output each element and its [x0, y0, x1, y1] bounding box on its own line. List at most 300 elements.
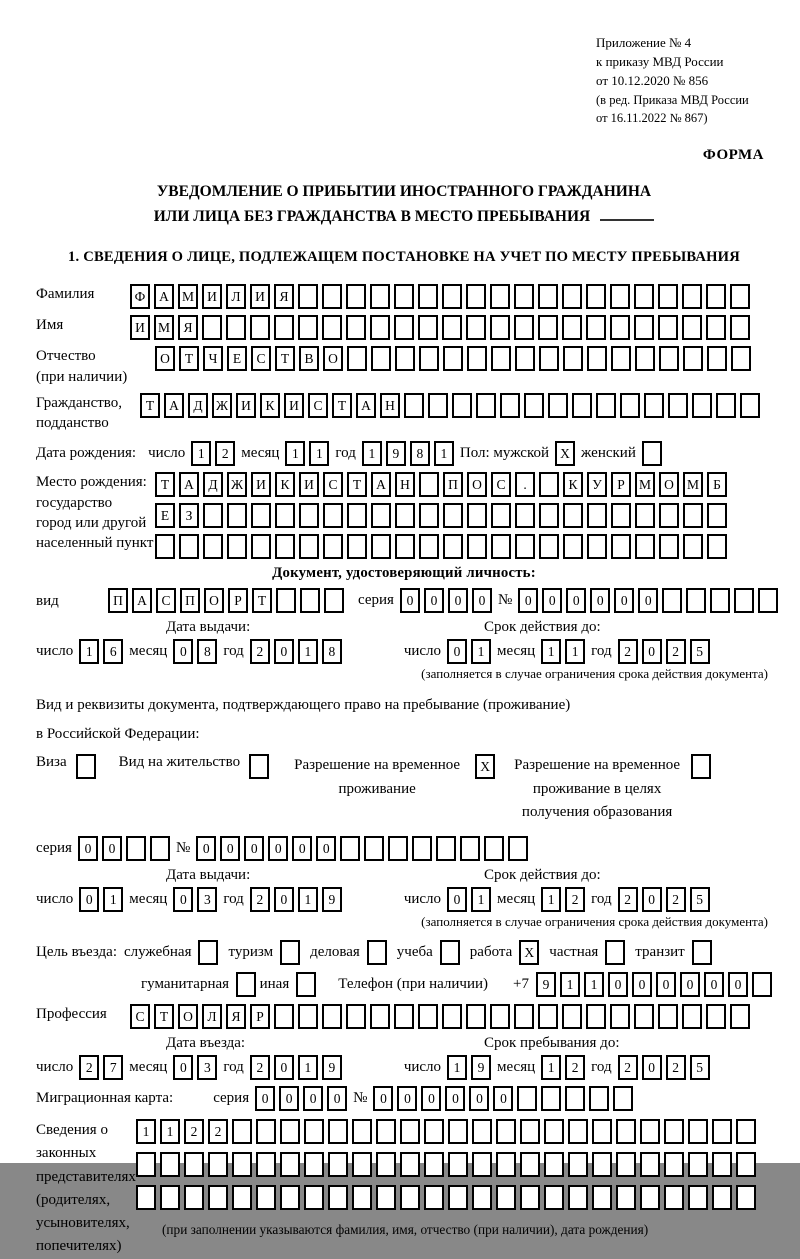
form-cell[interactable] — [752, 972, 772, 997]
form-cell[interactable] — [428, 393, 448, 418]
form-cell[interactable]: 0 — [518, 588, 538, 613]
form-cell[interactable] — [251, 534, 271, 559]
form-cell[interactable] — [514, 284, 534, 309]
form-cell[interactable]: О — [155, 346, 175, 371]
form-cell[interactable] — [592, 1119, 612, 1144]
form-cell[interactable]: 0 — [102, 836, 122, 861]
form-cell[interactable] — [304, 1185, 324, 1210]
form-cell[interactable]: М — [635, 472, 655, 497]
form-cell[interactable]: 0 — [292, 836, 312, 861]
form-cell[interactable]: С — [251, 346, 271, 371]
form-cell[interactable]: 0 — [704, 972, 724, 997]
form-cell[interactable]: 1 — [160, 1119, 180, 1144]
form-cell[interactable]: 2 — [215, 441, 235, 466]
form-cell[interactable]: 1 — [298, 887, 318, 912]
form-cell[interactable] — [322, 1004, 342, 1029]
form-cell[interactable] — [587, 503, 607, 528]
title-blank-underline[interactable] — [600, 217, 654, 221]
form-cell[interactable] — [370, 315, 390, 340]
form-cell[interactable] — [616, 1119, 636, 1144]
form-cell[interactable] — [424, 1119, 444, 1144]
form-cell[interactable] — [300, 588, 320, 613]
form-cell[interactable] — [184, 1185, 204, 1210]
form-cell[interactable] — [395, 346, 415, 371]
form-cell[interactable]: 2 — [208, 1119, 228, 1144]
form-cell[interactable] — [136, 1185, 156, 1210]
form-cell[interactable] — [568, 1185, 588, 1210]
form-cell[interactable] — [328, 1185, 348, 1210]
form-cell[interactable] — [515, 534, 535, 559]
form-cell[interactable] — [256, 1152, 276, 1177]
form-cell[interactable]: А — [132, 588, 152, 613]
form-cell[interactable] — [236, 972, 256, 997]
form-cell[interactable] — [500, 393, 520, 418]
form-cell[interactable] — [658, 284, 678, 309]
form-cell[interactable]: Н — [380, 393, 400, 418]
form-cell[interactable] — [520, 1152, 540, 1177]
form-cell[interactable]: 0 — [448, 588, 468, 613]
form-cell[interactable]: А — [371, 472, 391, 497]
form-cell[interactable]: 0 — [373, 1086, 393, 1111]
form-cell[interactable] — [740, 393, 760, 418]
form-cell[interactable] — [587, 534, 607, 559]
form-cell[interactable]: А — [164, 393, 184, 418]
form-cell[interactable]: 7 — [103, 1055, 123, 1080]
form-cell[interactable] — [208, 1152, 228, 1177]
form-cell[interactable] — [730, 315, 750, 340]
form-cell[interactable] — [346, 1004, 366, 1029]
form-cell[interactable] — [658, 1004, 678, 1029]
form-cell[interactable] — [658, 315, 678, 340]
form-cell[interactable]: 9 — [536, 972, 556, 997]
form-cell[interactable]: 9 — [471, 1055, 491, 1080]
form-cell[interactable]: 1 — [285, 441, 305, 466]
form-cell[interactable] — [515, 503, 535, 528]
form-cell[interactable] — [227, 534, 247, 559]
form-cell[interactable] — [232, 1152, 252, 1177]
form-cell[interactable] — [541, 1086, 561, 1111]
form-cell[interactable]: Д — [203, 472, 223, 497]
form-cell[interactable] — [731, 346, 751, 371]
form-cell[interactable]: 0 — [268, 836, 288, 861]
form-cell[interactable] — [620, 393, 640, 418]
form-cell[interactable] — [616, 1152, 636, 1177]
form-cell[interactable] — [179, 534, 199, 559]
form-cell[interactable]: 0 — [424, 588, 444, 613]
form-cell[interactable] — [250, 315, 270, 340]
form-cell[interactable] — [202, 315, 222, 340]
form-cell[interactable]: К — [563, 472, 583, 497]
form-cell[interactable]: 0 — [274, 639, 294, 664]
form-cell[interactable] — [682, 315, 702, 340]
form-cell[interactable] — [280, 1119, 300, 1144]
form-cell[interactable] — [376, 1119, 396, 1144]
form-cell[interactable] — [299, 534, 319, 559]
form-cell[interactable] — [304, 1152, 324, 1177]
form-cell[interactable] — [683, 346, 703, 371]
form-cell[interactable]: 0 — [447, 887, 467, 912]
form-cell[interactable]: 0 — [469, 1086, 489, 1111]
form-cell[interactable] — [642, 441, 662, 466]
form-cell[interactable] — [203, 534, 223, 559]
form-cell[interactable]: 1 — [471, 887, 491, 912]
form-cell[interactable]: М — [178, 284, 198, 309]
form-cell[interactable] — [352, 1119, 372, 1144]
form-cell[interactable]: И — [236, 393, 256, 418]
form-cell[interactable] — [710, 588, 730, 613]
form-cell[interactable] — [324, 588, 344, 613]
form-cell[interactable]: 0 — [274, 887, 294, 912]
form-cell[interactable] — [328, 1119, 348, 1144]
form-cell[interactable]: Р — [250, 1004, 270, 1029]
form-cell[interactable]: 2 — [184, 1119, 204, 1144]
form-cell[interactable] — [418, 284, 438, 309]
form-cell[interactable] — [419, 472, 439, 497]
form-cell[interactable]: 1 — [541, 639, 561, 664]
form-cell[interactable] — [472, 1152, 492, 1177]
form-cell[interactable]: 5 — [690, 639, 710, 664]
form-cell[interactable] — [682, 1004, 702, 1029]
form-cell[interactable] — [616, 1185, 636, 1210]
form-cell[interactable] — [371, 346, 391, 371]
form-cell[interactable] — [491, 503, 511, 528]
form-cell[interactable]: С — [156, 588, 176, 613]
form-cell[interactable]: 0 — [173, 639, 193, 664]
form-cell[interactable] — [347, 346, 367, 371]
form-cell[interactable]: К — [275, 472, 295, 497]
form-cell[interactable]: 1 — [541, 1055, 561, 1080]
form-cell[interactable] — [424, 1152, 444, 1177]
form-cell[interactable] — [706, 315, 726, 340]
form-cell[interactable]: 0 — [421, 1086, 441, 1111]
form-cell[interactable]: О — [204, 588, 224, 613]
form-cell[interactable] — [734, 588, 754, 613]
form-cell[interactable]: 5 — [690, 1055, 710, 1080]
form-cell[interactable] — [524, 393, 544, 418]
form-cell[interactable]: 2 — [79, 1055, 99, 1080]
form-cell[interactable] — [562, 315, 582, 340]
form-cell[interactable] — [388, 836, 408, 861]
form-cell[interactable] — [568, 1152, 588, 1177]
form-cell[interactable] — [686, 588, 706, 613]
form-cell[interactable] — [443, 346, 463, 371]
form-cell[interactable] — [352, 1152, 372, 1177]
form-cell[interactable]: 0 — [173, 1055, 193, 1080]
form-cell[interactable] — [443, 534, 463, 559]
form-cell[interactable] — [440, 940, 460, 965]
form-cell[interactable] — [352, 1185, 372, 1210]
form-cell[interactable] — [476, 393, 496, 418]
form-cell[interactable] — [490, 315, 510, 340]
form-cell[interactable] — [691, 754, 711, 779]
form-cell[interactable]: 2 — [250, 639, 270, 664]
form-cell[interactable]: О — [323, 346, 343, 371]
form-cell[interactable]: 8 — [197, 639, 217, 664]
form-cell[interactable]: Я — [226, 1004, 246, 1029]
form-cell[interactable] — [232, 1185, 252, 1210]
form-cell[interactable] — [712, 1119, 732, 1144]
form-cell[interactable] — [275, 503, 295, 528]
form-cell[interactable]: Т — [179, 346, 199, 371]
form-cell[interactable] — [635, 503, 655, 528]
form-cell[interactable] — [484, 836, 504, 861]
form-cell[interactable] — [520, 1119, 540, 1144]
form-cell[interactable]: А — [154, 284, 174, 309]
form-cell[interactable] — [490, 1004, 510, 1029]
form-cell[interactable] — [203, 503, 223, 528]
form-cell[interactable] — [280, 1185, 300, 1210]
form-cell[interactable]: 1 — [298, 1055, 318, 1080]
form-cell[interactable] — [404, 393, 424, 418]
form-cell[interactable]: М — [154, 315, 174, 340]
form-cell[interactable] — [376, 1185, 396, 1210]
form-cell[interactable] — [707, 346, 727, 371]
form-cell[interactable] — [634, 315, 654, 340]
form-cell[interactable] — [664, 1152, 684, 1177]
form-cell[interactable] — [730, 1004, 750, 1029]
form-cell[interactable] — [472, 1185, 492, 1210]
form-cell[interactable] — [436, 836, 456, 861]
form-cell[interactable] — [587, 346, 607, 371]
form-cell[interactable]: 0 — [680, 972, 700, 997]
form-cell[interactable]: 2 — [618, 1055, 638, 1080]
form-cell[interactable] — [539, 534, 559, 559]
form-cell[interactable] — [539, 346, 559, 371]
form-cell[interactable] — [634, 1004, 654, 1029]
form-cell[interactable]: 8 — [322, 639, 342, 664]
form-cell[interactable] — [323, 503, 343, 528]
form-cell[interactable] — [692, 393, 712, 418]
form-cell[interactable]: 0 — [255, 1086, 275, 1111]
form-cell[interactable]: И — [299, 472, 319, 497]
form-cell[interactable] — [634, 284, 654, 309]
form-cell[interactable]: 0 — [642, 1055, 662, 1080]
form-cell[interactable]: 0 — [728, 972, 748, 997]
form-cell[interactable]: 2 — [250, 1055, 270, 1080]
form-cell[interactable] — [706, 284, 726, 309]
form-cell[interactable]: 1 — [136, 1119, 156, 1144]
form-cell[interactable]: А — [356, 393, 376, 418]
form-cell[interactable]: 0 — [400, 588, 420, 613]
form-cell[interactable]: 1 — [447, 1055, 467, 1080]
form-cell[interactable]: 2 — [250, 887, 270, 912]
form-cell[interactable]: 0 — [638, 588, 658, 613]
form-cell[interactable]: Л — [226, 284, 246, 309]
form-cell[interactable] — [589, 1086, 609, 1111]
form-cell[interactable]: 1 — [471, 639, 491, 664]
form-cell[interactable] — [611, 534, 631, 559]
form-cell[interactable] — [419, 346, 439, 371]
form-cell[interactable] — [490, 284, 510, 309]
form-cell[interactable]: Т — [347, 472, 367, 497]
form-cell[interactable]: 9 — [322, 1055, 342, 1080]
form-cell[interactable]: 9 — [386, 441, 406, 466]
form-cell[interactable] — [635, 346, 655, 371]
form-cell[interactable]: 1 — [541, 887, 561, 912]
form-cell[interactable] — [394, 284, 414, 309]
form-cell[interactable] — [613, 1086, 633, 1111]
form-cell[interactable]: И — [130, 315, 150, 340]
form-cell[interactable] — [467, 534, 487, 559]
form-cell[interactable]: 9 — [322, 887, 342, 912]
form-cell[interactable]: 2 — [666, 639, 686, 664]
form-cell[interactable]: 0 — [79, 887, 99, 912]
form-cell[interactable] — [682, 284, 702, 309]
form-cell[interactable] — [538, 284, 558, 309]
form-cell[interactable]: 0 — [327, 1086, 347, 1111]
form-cell[interactable]: 1 — [434, 441, 454, 466]
form-cell[interactable]: С — [308, 393, 328, 418]
form-cell[interactable] — [563, 346, 583, 371]
form-cell[interactable] — [515, 346, 535, 371]
form-cell[interactable]: 8 — [410, 441, 430, 466]
form-cell[interactable] — [514, 315, 534, 340]
form-cell[interactable]: Л — [202, 1004, 222, 1029]
form-cell[interactable] — [298, 284, 318, 309]
form-cell[interactable]: Е — [155, 503, 175, 528]
form-cell[interactable] — [563, 503, 583, 528]
form-cell[interactable]: 3 — [197, 887, 217, 912]
form-cell[interactable] — [692, 940, 712, 965]
form-cell[interactable] — [276, 588, 296, 613]
form-cell[interactable] — [688, 1119, 708, 1144]
form-cell[interactable]: 0 — [274, 1055, 294, 1080]
form-cell[interactable]: 0 — [472, 588, 492, 613]
form-cell[interactable] — [562, 1004, 582, 1029]
form-cell[interactable] — [198, 940, 218, 965]
form-cell[interactable]: И — [202, 284, 222, 309]
form-cell[interactable]: 0 — [397, 1086, 417, 1111]
form-cell[interactable] — [370, 284, 390, 309]
form-cell[interactable]: К — [260, 393, 280, 418]
form-cell[interactable] — [688, 1152, 708, 1177]
form-cell[interactable] — [491, 534, 511, 559]
form-cell[interactable]: 1 — [584, 972, 604, 997]
form-cell[interactable] — [419, 534, 439, 559]
form-cell[interactable] — [298, 315, 318, 340]
form-cell[interactable] — [256, 1185, 276, 1210]
form-cell[interactable] — [418, 315, 438, 340]
form-cell[interactable] — [136, 1152, 156, 1177]
form-cell[interactable]: 0 — [566, 588, 586, 613]
form-cell[interactable] — [160, 1152, 180, 1177]
form-cell[interactable]: 0 — [447, 639, 467, 664]
form-cell[interactable] — [460, 836, 480, 861]
form-cell[interactable] — [442, 315, 462, 340]
form-cell[interactable] — [640, 1152, 660, 1177]
form-cell[interactable] — [610, 315, 630, 340]
form-cell[interactable] — [688, 1185, 708, 1210]
form-cell[interactable] — [683, 534, 703, 559]
form-cell[interactable]: Д — [188, 393, 208, 418]
form-cell[interactable]: 6 — [103, 639, 123, 664]
form-cell[interactable]: П — [180, 588, 200, 613]
form-cell[interactable] — [544, 1119, 564, 1144]
form-cell[interactable]: 0 — [445, 1086, 465, 1111]
form-cell[interactable] — [347, 503, 367, 528]
form-cell[interactable]: П — [443, 472, 463, 497]
form-cell[interactable]: Н — [395, 472, 415, 497]
form-cell[interactable] — [346, 315, 366, 340]
form-cell[interactable]: 1 — [103, 887, 123, 912]
form-cell[interactable] — [586, 315, 606, 340]
form-cell[interactable]: Т — [332, 393, 352, 418]
form-cell[interactable]: Р — [611, 472, 631, 497]
form-cell[interactable]: П — [108, 588, 128, 613]
form-cell[interactable] — [322, 284, 342, 309]
form-cell[interactable] — [160, 1185, 180, 1210]
form-cell[interactable] — [395, 534, 415, 559]
form-cell[interactable] — [736, 1119, 756, 1144]
form-cell[interactable] — [346, 284, 366, 309]
form-cell[interactable]: 1 — [565, 639, 585, 664]
form-cell[interactable] — [605, 940, 625, 965]
form-cell[interactable] — [208, 1185, 228, 1210]
form-cell[interactable] — [298, 1004, 318, 1029]
form-cell[interactable] — [299, 503, 319, 528]
form-cell[interactable]: 0 — [608, 972, 628, 997]
form-cell[interactable] — [126, 836, 146, 861]
form-cell[interactable]: 1 — [560, 972, 580, 997]
form-cell[interactable] — [640, 1185, 660, 1210]
form-cell[interactable] — [517, 1086, 537, 1111]
form-cell[interactable] — [275, 534, 295, 559]
form-cell[interactable] — [496, 1119, 516, 1144]
form-cell[interactable] — [611, 503, 631, 528]
form-cell[interactable] — [758, 588, 778, 613]
form-cell[interactable]: Р — [228, 588, 248, 613]
form-cell[interactable] — [466, 284, 486, 309]
form-cell[interactable]: Б — [707, 472, 727, 497]
form-cell[interactable] — [370, 1004, 390, 1029]
form-cell[interactable] — [467, 503, 487, 528]
form-cell[interactable] — [184, 1152, 204, 1177]
form-cell[interactable]: 1 — [79, 639, 99, 664]
form-cell[interactable]: 0 — [173, 887, 193, 912]
form-cell[interactable] — [296, 972, 316, 997]
form-cell[interactable]: 0 — [590, 588, 610, 613]
form-cell[interactable]: Ж — [227, 472, 247, 497]
form-cell[interactable] — [424, 1185, 444, 1210]
form-cell[interactable] — [323, 534, 343, 559]
form-cell[interactable]: С — [323, 472, 343, 497]
form-cell[interactable] — [707, 503, 727, 528]
form-cell[interactable]: Ф — [130, 284, 150, 309]
form-cell[interactable]: Я — [274, 284, 294, 309]
form-cell[interactable] — [442, 284, 462, 309]
form-cell[interactable]: 0 — [244, 836, 264, 861]
form-cell[interactable] — [448, 1119, 468, 1144]
form-cell[interactable]: 0 — [279, 1086, 299, 1111]
form-cell[interactable] — [280, 1152, 300, 1177]
form-cell[interactable] — [508, 836, 528, 861]
form-cell[interactable] — [644, 393, 664, 418]
form-cell[interactable]: 2 — [666, 1055, 686, 1080]
form-cell[interactable] — [716, 393, 736, 418]
form-cell[interactable]: 0 — [220, 836, 240, 861]
form-cell[interactable]: Т — [275, 346, 295, 371]
form-cell[interactable] — [572, 393, 592, 418]
form-cell[interactable]: 2 — [565, 887, 585, 912]
form-cell[interactable]: М — [683, 472, 703, 497]
form-cell[interactable] — [538, 1004, 558, 1029]
form-cell[interactable] — [340, 836, 360, 861]
form-cell[interactable]: 0 — [303, 1086, 323, 1111]
form-cell[interactable] — [496, 1185, 516, 1210]
form-cell[interactable] — [448, 1185, 468, 1210]
form-cell[interactable] — [730, 284, 750, 309]
form-cell[interactable] — [256, 1119, 276, 1144]
